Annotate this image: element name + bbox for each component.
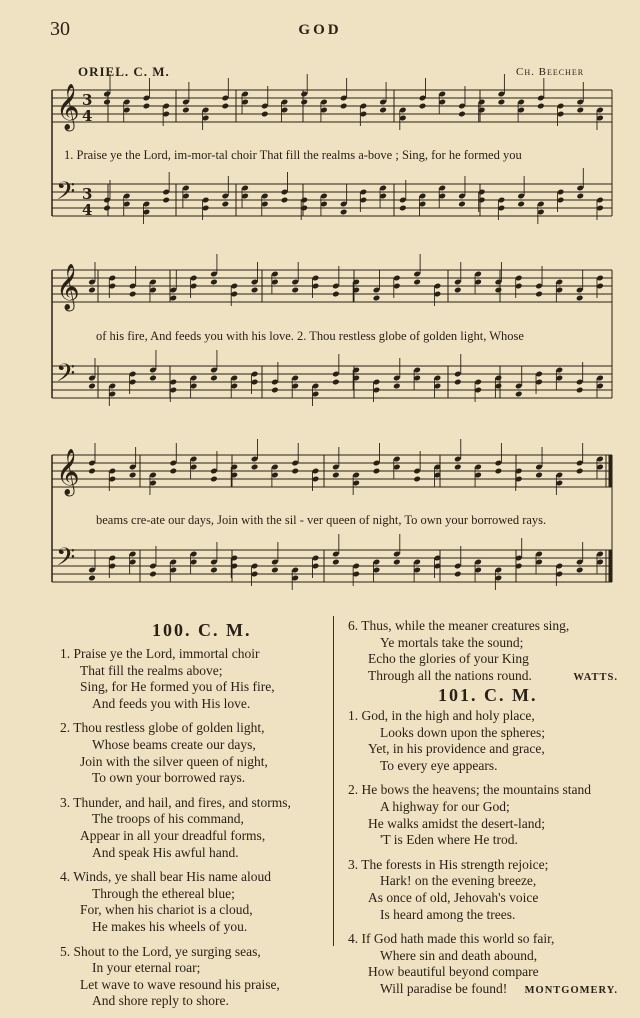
stanza bbox=[60, 944, 330, 1010]
note-head bbox=[454, 571, 462, 578]
note-head bbox=[162, 197, 170, 204]
note-head bbox=[300, 99, 308, 106]
note-head bbox=[271, 387, 279, 394]
note-head bbox=[103, 205, 111, 212]
note-head bbox=[332, 379, 340, 386]
note-head bbox=[149, 571, 157, 578]
author-watts: WATTS. bbox=[573, 671, 618, 683]
note-head bbox=[517, 201, 525, 208]
verse-line bbox=[348, 668, 618, 685]
lyric-line-2: of his fire, And feeds you with his love. 2. Thou restless globe of golden light, Whose bbox=[96, 329, 524, 343]
verse-line: He walks amidst the desert-land; bbox=[368, 815, 545, 831]
verse-line: To own your borrowed rays. bbox=[92, 770, 246, 786]
note-head bbox=[221, 201, 229, 208]
verse-line: 1. God, in the high and holy place, bbox=[348, 708, 535, 723]
stanza bbox=[348, 782, 618, 848]
verse-line: Whose beams create our days, bbox=[92, 736, 256, 752]
verse-line: Hark! on the evening breeze, bbox=[380, 873, 537, 889]
verse-line: 6. Thus, while the meaner creatures sing, bbox=[348, 618, 570, 633]
note-head bbox=[271, 567, 279, 574]
stanza bbox=[348, 618, 618, 684]
tune-name: ORIEL. C. M. bbox=[78, 64, 170, 79]
verse-line: 'T is Eden where He trod. bbox=[380, 832, 518, 848]
bass-clef: 𝄢 bbox=[56, 543, 76, 578]
note-head bbox=[129, 291, 137, 298]
treble-clef: 𝄞 bbox=[56, 449, 80, 495]
stanza bbox=[60, 795, 330, 861]
stanza bbox=[348, 857, 618, 923]
stanza bbox=[60, 646, 330, 712]
note-head bbox=[495, 287, 503, 294]
note-head bbox=[419, 103, 427, 110]
note-head bbox=[332, 472, 340, 479]
hymn-100-continued bbox=[348, 618, 618, 692]
note-head bbox=[535, 472, 543, 479]
note-head bbox=[535, 291, 543, 298]
verse-line: 5. Shout to the Lord, ye surging seas, bbox=[60, 943, 261, 959]
verse-line: As once of old, Jehovah's voice bbox=[368, 889, 539, 905]
note-head bbox=[399, 205, 407, 212]
note-head bbox=[182, 107, 190, 114]
stanza bbox=[348, 708, 618, 774]
note-head bbox=[291, 468, 299, 475]
time-signature-bottom: 4 bbox=[82, 107, 93, 125]
note-head bbox=[537, 103, 545, 110]
verse-line: Is heard among the trees. bbox=[380, 906, 516, 922]
note-head bbox=[373, 295, 381, 302]
verse-line: 4. Winds, ye shall bear His name aloud bbox=[60, 869, 272, 885]
verse-line: How beautiful beyond compare bbox=[368, 964, 539, 980]
note-head bbox=[495, 468, 503, 475]
note-head bbox=[454, 287, 462, 294]
verse-line: Where sin and death abound, bbox=[380, 947, 538, 963]
stanza bbox=[60, 720, 330, 786]
note-head bbox=[332, 291, 340, 298]
verse-line: Sing, for He formed you of His fire, bbox=[80, 679, 275, 695]
treble-clef: 𝄞 bbox=[56, 264, 80, 310]
note-head bbox=[88, 575, 96, 582]
note-head bbox=[149, 375, 157, 382]
bass-clef: 𝄢 bbox=[56, 177, 76, 212]
bass-clef: 𝄢 bbox=[56, 359, 76, 394]
note-head bbox=[281, 197, 289, 204]
note-head bbox=[88, 383, 96, 390]
verse-line: 3. Thunder, and hail, and fires, and storms, bbox=[60, 794, 291, 810]
note-head bbox=[454, 379, 462, 386]
stanza bbox=[60, 869, 330, 935]
note-head bbox=[291, 287, 299, 294]
note-head bbox=[251, 287, 259, 294]
note-head bbox=[413, 279, 421, 286]
time-signature-bottom: 4 bbox=[82, 201, 93, 219]
note-head bbox=[251, 464, 259, 471]
note-head bbox=[221, 103, 229, 110]
verse-line: To every eye appears. bbox=[380, 757, 498, 773]
note-head bbox=[498, 99, 506, 106]
note-head bbox=[261, 111, 269, 118]
verse-line: 2. Thou restless globe of golden light, bbox=[60, 720, 265, 736]
note-head bbox=[143, 103, 151, 110]
note-head bbox=[576, 468, 584, 475]
note-head bbox=[458, 201, 466, 208]
note-head bbox=[458, 111, 466, 118]
note-head bbox=[340, 209, 348, 216]
running-head: GOD bbox=[298, 22, 342, 38]
note-head bbox=[576, 295, 584, 302]
verse-line: Looks down upon the spheres; bbox=[380, 724, 545, 740]
verse-line: Join with the silver queen of night, bbox=[80, 753, 268, 769]
lyric-line-3: beams cre-ate our days, Join with the sil - ver queen of night, To own your borrowed rays. bbox=[96, 513, 547, 527]
verse-line: For, when his chariot is a cloud, bbox=[80, 902, 253, 918]
verse-line: The troops of his command, bbox=[92, 811, 244, 827]
note-head bbox=[340, 103, 348, 110]
verse-line: Let wave to wave resound his praise, bbox=[80, 976, 280, 992]
verse-line: Ye mortals take the sound; bbox=[380, 634, 524, 650]
note-head bbox=[332, 559, 340, 566]
verse-line: And feeds you with His love. bbox=[92, 695, 251, 711]
composer: Ch. Beecher bbox=[516, 66, 585, 78]
verse-line: Through the ethereal blue; bbox=[92, 885, 235, 901]
verse-line bbox=[348, 981, 618, 998]
verse-line: Echo the glories of your King bbox=[368, 651, 529, 667]
verse-line: Appear in all your dreadful forms, bbox=[80, 827, 266, 843]
verse-line: 2. He bows the heavens; the mountains stand bbox=[348, 782, 591, 798]
page-number: 30 bbox=[50, 18, 70, 40]
note-head bbox=[169, 468, 177, 475]
treble-clef: 𝄞 bbox=[56, 84, 80, 130]
note-head bbox=[413, 476, 421, 483]
verse-line: Yet, in his providence and grace, bbox=[368, 741, 545, 757]
note-head bbox=[88, 287, 96, 294]
note-head bbox=[515, 391, 523, 398]
note-head bbox=[379, 107, 387, 114]
hymn-100-title: 100. C. M. bbox=[152, 620, 252, 640]
verse-line-text: Will paradise be found! bbox=[380, 980, 508, 996]
note-head bbox=[88, 468, 96, 475]
time-signature-top: 3 bbox=[82, 91, 93, 109]
hymn-101-text bbox=[348, 708, 618, 1006]
time-signature-top: 3 bbox=[82, 185, 93, 203]
note-head bbox=[129, 472, 137, 479]
note-head bbox=[210, 279, 218, 286]
lyric-line-1: 1. Praise ye the Lord, im-mor-tal choir That fill the realms a-bove ; Sing, for he formed you bbox=[64, 148, 522, 162]
note-head bbox=[103, 99, 111, 106]
verse-line: And speak His awful hand. bbox=[92, 844, 239, 860]
verse-line: 4. If God hath made this world so fair, bbox=[348, 931, 555, 947]
note-head bbox=[373, 468, 381, 475]
hymn-100-text bbox=[60, 646, 330, 1018]
verse-line: 1. Praise ye the Lord, immortal choir bbox=[60, 646, 260, 661]
note-head bbox=[393, 559, 401, 566]
note-head bbox=[576, 107, 584, 114]
verse-line-text: Through all the nations round. bbox=[368, 667, 532, 683]
note-head bbox=[393, 383, 401, 390]
note-head bbox=[169, 295, 177, 302]
verse-line: He makes his wheels of you. bbox=[92, 918, 248, 934]
author-montgomery: MONTGOMERY. bbox=[524, 984, 618, 996]
verse-line: A highway for our God; bbox=[380, 798, 510, 814]
verse-line: 3. The forests in His strength rejoice; bbox=[348, 856, 549, 872]
note-head bbox=[210, 567, 218, 574]
verse-line: In your eternal roar; bbox=[92, 960, 201, 976]
note-head bbox=[576, 387, 584, 394]
hymn-101-title: 101. C. M. bbox=[438, 685, 538, 705]
verse-line: And shore reply to shore. bbox=[92, 993, 229, 1009]
note-head bbox=[210, 375, 218, 382]
verse-line: That fill the realms above; bbox=[80, 662, 223, 678]
note-head bbox=[576, 193, 584, 200]
stanza bbox=[348, 931, 618, 997]
column-divider bbox=[333, 616, 334, 946]
note-head bbox=[576, 567, 584, 574]
note-head bbox=[454, 464, 462, 471]
note-head bbox=[210, 476, 218, 483]
